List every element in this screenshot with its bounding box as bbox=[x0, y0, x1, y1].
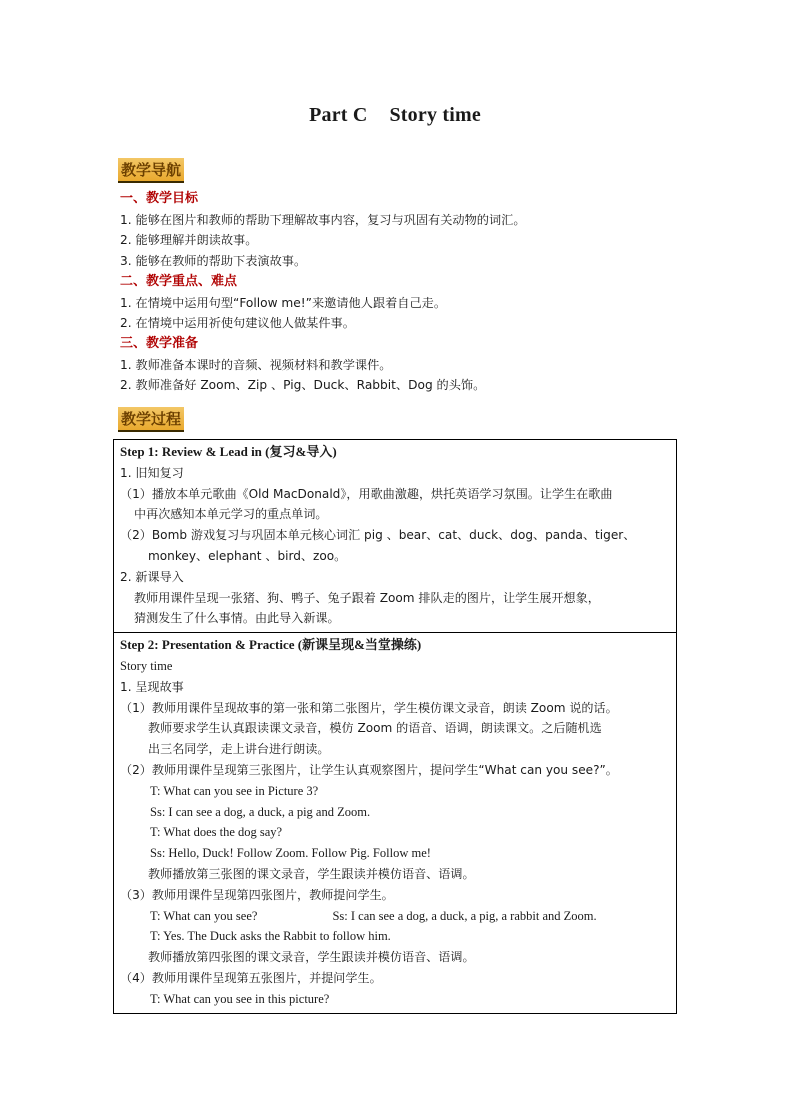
dialog-answer: Ss: I can see a dog, a duck, a pig, a rabbit and Zoom. bbox=[332, 908, 597, 923]
step2-p3b: 教师播放第四张图的课文录音，学生跟读并模仿语音、语调。 bbox=[148, 950, 475, 965]
dialog-line: T: What does the dog say? bbox=[150, 825, 283, 840]
teaching-process-banner: 教学过程 bbox=[118, 407, 184, 432]
key-point-item: 1. 在情境中运用句型“Follow me!”来邀请他人跟着自己走。 bbox=[120, 295, 447, 310]
step1-p2a: （2）Bomb 游戏复习与巩固本单元核心词汇 pig 、bear、cat、duck、dog、panda、tiger、 bbox=[120, 528, 636, 543]
preparation-item: 1. 教师准备本课时的音频、视频材料和教学课件。 bbox=[120, 357, 392, 372]
key-point-item: 2. 在情境中运用祈使句建议他人做某件事。 bbox=[120, 316, 355, 331]
step1-p2b: monkey、elephant 、bird、zoo。 bbox=[148, 548, 347, 563]
dialog-line bbox=[120, 906, 670, 927]
step2-p1b: 教师要求学生认真跟读课文录音，模仿 Zoom 的语音、语调，朗读课文。之后随机选 bbox=[148, 721, 602, 736]
title-name: Story time bbox=[389, 104, 481, 126]
nav-section bbox=[120, 189, 526, 396]
objective-item: 1. 能够在图片和教师的帮助下理解故事内容，复习与巩固有关动物的词汇。 bbox=[120, 212, 526, 227]
step1-sub1: 1. 旧知复习 bbox=[120, 465, 184, 480]
dialog-question: T: What can you see? bbox=[150, 908, 258, 923]
step2-p2b: 教师播放第三张图的课文录音，学生跟读并模仿语音、语调。 bbox=[148, 866, 475, 881]
dialog-line: T: Yes. The Duck asks the Rabbit to follow him. bbox=[150, 929, 391, 944]
step2-p2: （2）教师用课件呈现第三张图片，让学生认真观察图片，提问学生“What can you see?”。 bbox=[120, 762, 618, 777]
step1-p1b: 中再次感知本单元学习的重点单词。 bbox=[134, 507, 328, 522]
step2-p4: （4）教师用课件呈现第五张图片，并提问学生。 bbox=[120, 970, 382, 985]
step2-p3: （3）教师用课件呈现第四张图片，教师提问学生。 bbox=[120, 887, 394, 902]
step1-p3b: 猜测发生了什么事情。由此导入新课。 bbox=[134, 611, 340, 626]
step1-title: Step 1: Review & Lead in (复习&导入) bbox=[120, 444, 337, 459]
objective-item: 3. 能够在教师的帮助下表演故事。 bbox=[120, 254, 307, 269]
dialog-line: T: What can you see in Picture 3? bbox=[150, 783, 319, 798]
title-part: Part C bbox=[309, 104, 368, 126]
preparation-item: 2. 教师准备好 Zoom、Zip 、Pig、Duck、Rabbit、Dog 的头饰。 bbox=[120, 378, 486, 393]
key-points-heading: 二、教学重点、难点 bbox=[120, 273, 238, 289]
process-table bbox=[113, 439, 677, 1014]
step1-p3a: 教师用课件呈现一张猪、狗、鸭子、兔子跟着 Zoom 排队走的图片，让学生展开想象， bbox=[134, 590, 600, 605]
step1-p1a: （1）播放本单元歌曲《Old MacDonald》，用歌曲激趣，烘托英语学习氛围。让学生在歌曲 bbox=[120, 486, 613, 501]
preparation-heading: 三、教学准备 bbox=[120, 335, 199, 351]
step2-p1c: 出三名同学，走上讲台进行朗读。 bbox=[148, 742, 330, 757]
objectives-heading: 一、教学目标 bbox=[120, 191, 199, 206]
step2-p1a: （1）教师用课件呈现故事的第一张和第二张图片，学生模仿课文录音，朗读 Zoom 说的话。 bbox=[120, 700, 618, 715]
step1-cell bbox=[114, 440, 676, 633]
dialog-line: T: What can you see in this picture? bbox=[150, 991, 330, 1006]
dialog-line: Ss: Hello, Duck! Follow Zoom. Follow Pig. Follow me! bbox=[150, 846, 431, 861]
step2-story-time: Story time bbox=[120, 658, 173, 673]
teaching-nav-banner: 教学导航 bbox=[118, 158, 184, 183]
step2-title: Step 2: Presentation & Practice (新课呈现&当堂操练) bbox=[120, 637, 422, 653]
step1-sub2: 2. 新课导入 bbox=[120, 569, 184, 584]
step2-cell bbox=[114, 633, 676, 1012]
page-title bbox=[0, 104, 790, 127]
step2-sub1: 1. 呈现故事 bbox=[120, 679, 184, 694]
objective-item: 2. 能够理解并朗读故事。 bbox=[120, 233, 258, 248]
dialog-line: Ss: I can see a dog, a duck, a pig and Zoom. bbox=[150, 804, 371, 819]
